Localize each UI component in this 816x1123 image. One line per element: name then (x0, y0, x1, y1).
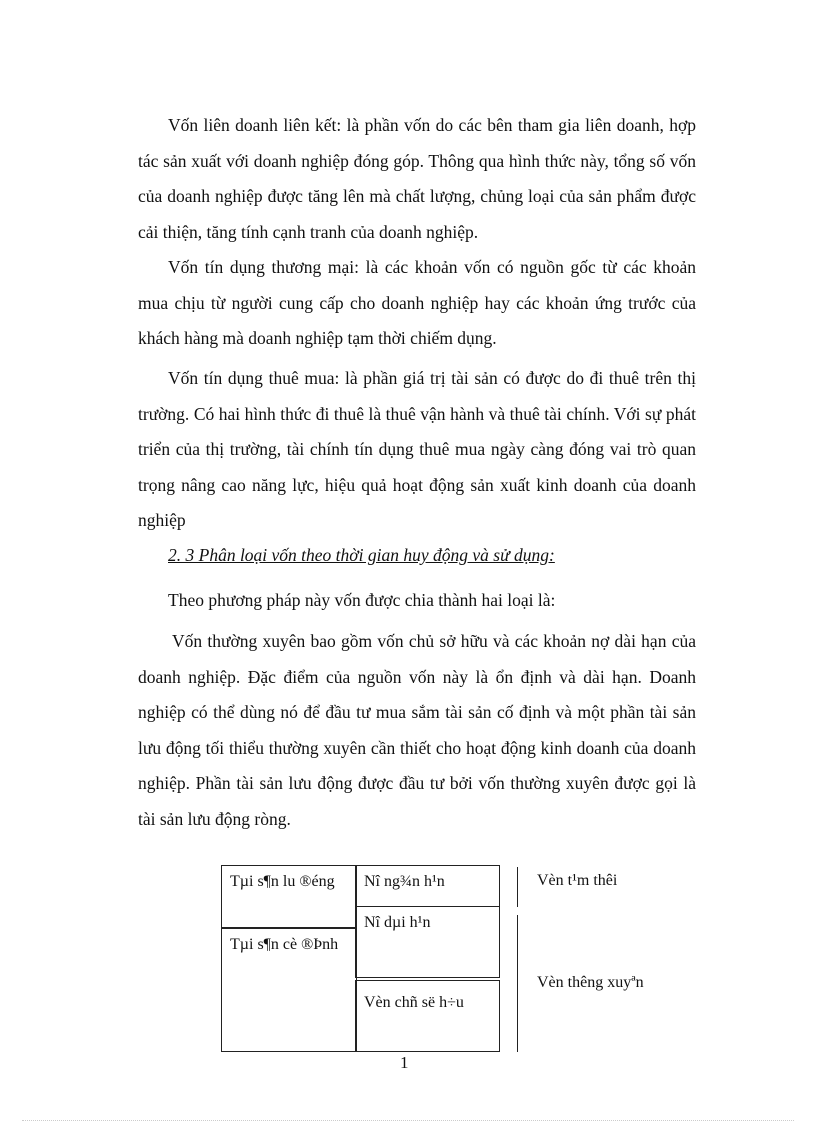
box-current-assets (221, 865, 357, 928)
bracket-permanent (517, 915, 518, 1052)
paragraph-text: Vốn liên doanh liên kết: là phần vốn do các bên tham gia liên doanh, hợp tác sản xuất với doanh nghiệp đóng góp. Thông qua hình thức này, tổng số vốn của doanh nghiệp được tăng lên mà chất lượng, chủng loại của sản phẩm được cải thiện, tăng tính cạnh tranh của doanh nghiệp. (138, 115, 696, 242)
label-temporary-capital: Vèn t¹m thêi (537, 872, 618, 889)
paragraph-text: Vốn tín dụng thương mại: là các khoản vốn có nguồn gốc từ các khoản mua chịu từ người cung cấp cho doanh nghiệp hay các khoản ứng trước của khách hàng mà doanh nghiệp tạm thời chiếm dụng. (138, 257, 696, 348)
box-long-term-debt (355, 906, 500, 978)
bracket-temporary (517, 867, 518, 907)
label-permanent-capital: Vèn thêng xuyªn (537, 974, 644, 991)
page-number: 1 (400, 1053, 409, 1072)
box-equity (355, 980, 500, 1052)
box-label: Nî ng¾n h¹n (364, 873, 445, 890)
box-label: Tµi s¶n lu ®éng (230, 873, 335, 890)
intro-line: Theo phương pháp này vốn được chia thành hai loại là: (168, 590, 556, 610)
box-short-term-debt (355, 865, 500, 907)
paragraph-permanent-capital (138, 624, 696, 837)
section-heading: 2. 3 Phân loại vốn theo thời gian huy động và sử dụng: (168, 545, 555, 565)
box-fixed-assets (221, 928, 357, 1052)
page-bottom-border (22, 1120, 794, 1121)
paragraph-joint-venture-capital (138, 108, 696, 250)
paragraph-text: Vốn tín dụng thuê mua: là phần giá trị tài sản có được do đi thuê trên thị trường. Có hai hình thức đi thuê là thuê vận hành và thuê tài chính. Với sự phát triển của thị trường, tài chính tín dụng thuê mua ngày càng đóng vai trò quan trọng nâng cao năng lực, hiệu quả hoạt động sản xuất kinh doanh của doanh nghiệp (138, 368, 696, 530)
paragraph-text: Vốn thường xuyên bao gồm vốn chủ sở hữu và các khoản nợ dài hạn của doanh nghiệp. Đặc điểm của nguồn vốn này là ổn định và dài hạn. Doanh nghiệp có thể dùng nó để đầu tư mua sắm tài sản cố định và một phần tài sản lưu động tối thiểu thường xuyên cần thiết cho hoạt động kinh doanh của doanh nghiệp. Phần tài sản lưu động được đầu tư bởi vốn thường xuyên được gọi là tài sản lưu động ròng. (138, 631, 696, 829)
paragraph-trade-credit (138, 250, 696, 357)
box-label: Tµi s¶n cè ®Þnh (230, 936, 339, 953)
box-label: Vèn chñ së h÷u (364, 994, 464, 1011)
paragraph-lease-credit (138, 361, 696, 539)
box-label: Nî dµi h¹n (364, 914, 431, 931)
